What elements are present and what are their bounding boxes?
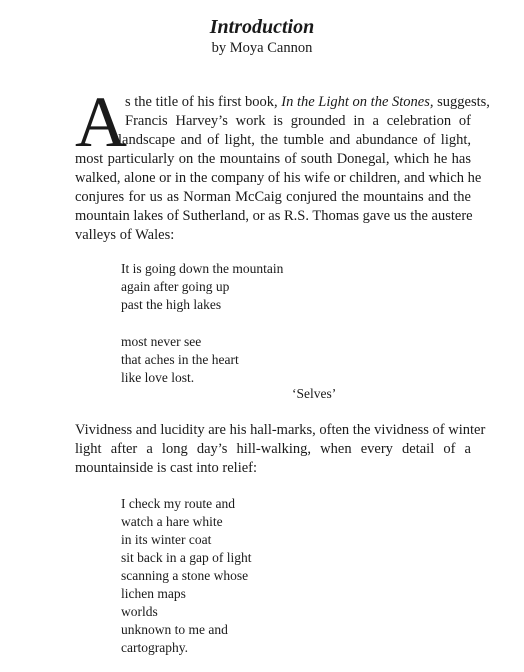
poem-2-line: worlds [121,604,158,619]
poem-2-line: unknown to me and [121,622,228,637]
paragraph-1-line-8: valleys of Wales: [75,227,175,243]
poem-2-line: scanning a stone whose [121,568,249,583]
paragraph-1-line-5: walked, alone or in the company of his wife or children, and which he [75,170,482,186]
poem-1-line: that aches in the heart [121,352,239,367]
paragraph-2-line-1: Vividness and lucidity are his hall-marks, often the vividness of winter [75,422,486,438]
poem-attribution: ‘Selves’ [292,386,337,401]
poem-1-line: most never see [121,334,202,349]
paragraph-1-line-4: most particularly on the mountains of south Donegal, which he has [75,151,471,167]
poem-1-line: It is going down the mountain [121,261,284,276]
byline: by Moya Cannon [211,40,313,56]
paragraph-1-line-2: Francis Harvey’s work is grounded in a celebration of [125,113,471,129]
poem-2-line: lichen maps [121,586,186,601]
paragraph-1-line-3: landscape and of light, the tumble and abundance of light, [118,132,471,148]
paragraph-1-line-1: s the title of his first book, In the Light on the Stones, suggests, [125,94,490,110]
poem-2-line: I check my route and [121,496,235,511]
book-title: In the Light on the Stones, [281,94,434,110]
poem-1-line: past the high lakes [121,297,222,312]
poem-1-line: again after going up [121,279,230,294]
paragraph-1-line-7: mountain lakes of Sutherland, or as R.S. Thomas gave us the austere [75,208,473,224]
paragraph-2-line-2: light after a long day’s hill-walking, when every detail of a [75,441,471,457]
poem-1-line: like love lost. [121,370,195,385]
paragraph-2-line-3: mountainside is cast into relief: [75,460,258,476]
page-title: Introduction [209,16,315,38]
poem-2-line: in its winter coat [121,532,212,547]
drop-cap: A [75,82,127,162]
paragraph-1-line-6: conjures for us as Norman McCaig conjured the mountains and the [75,189,471,205]
poem-2-line: sit back in a gap of light [121,550,252,565]
poem-2-line: watch a hare white [121,514,223,529]
poem-2-line: cartography. [121,640,188,655]
